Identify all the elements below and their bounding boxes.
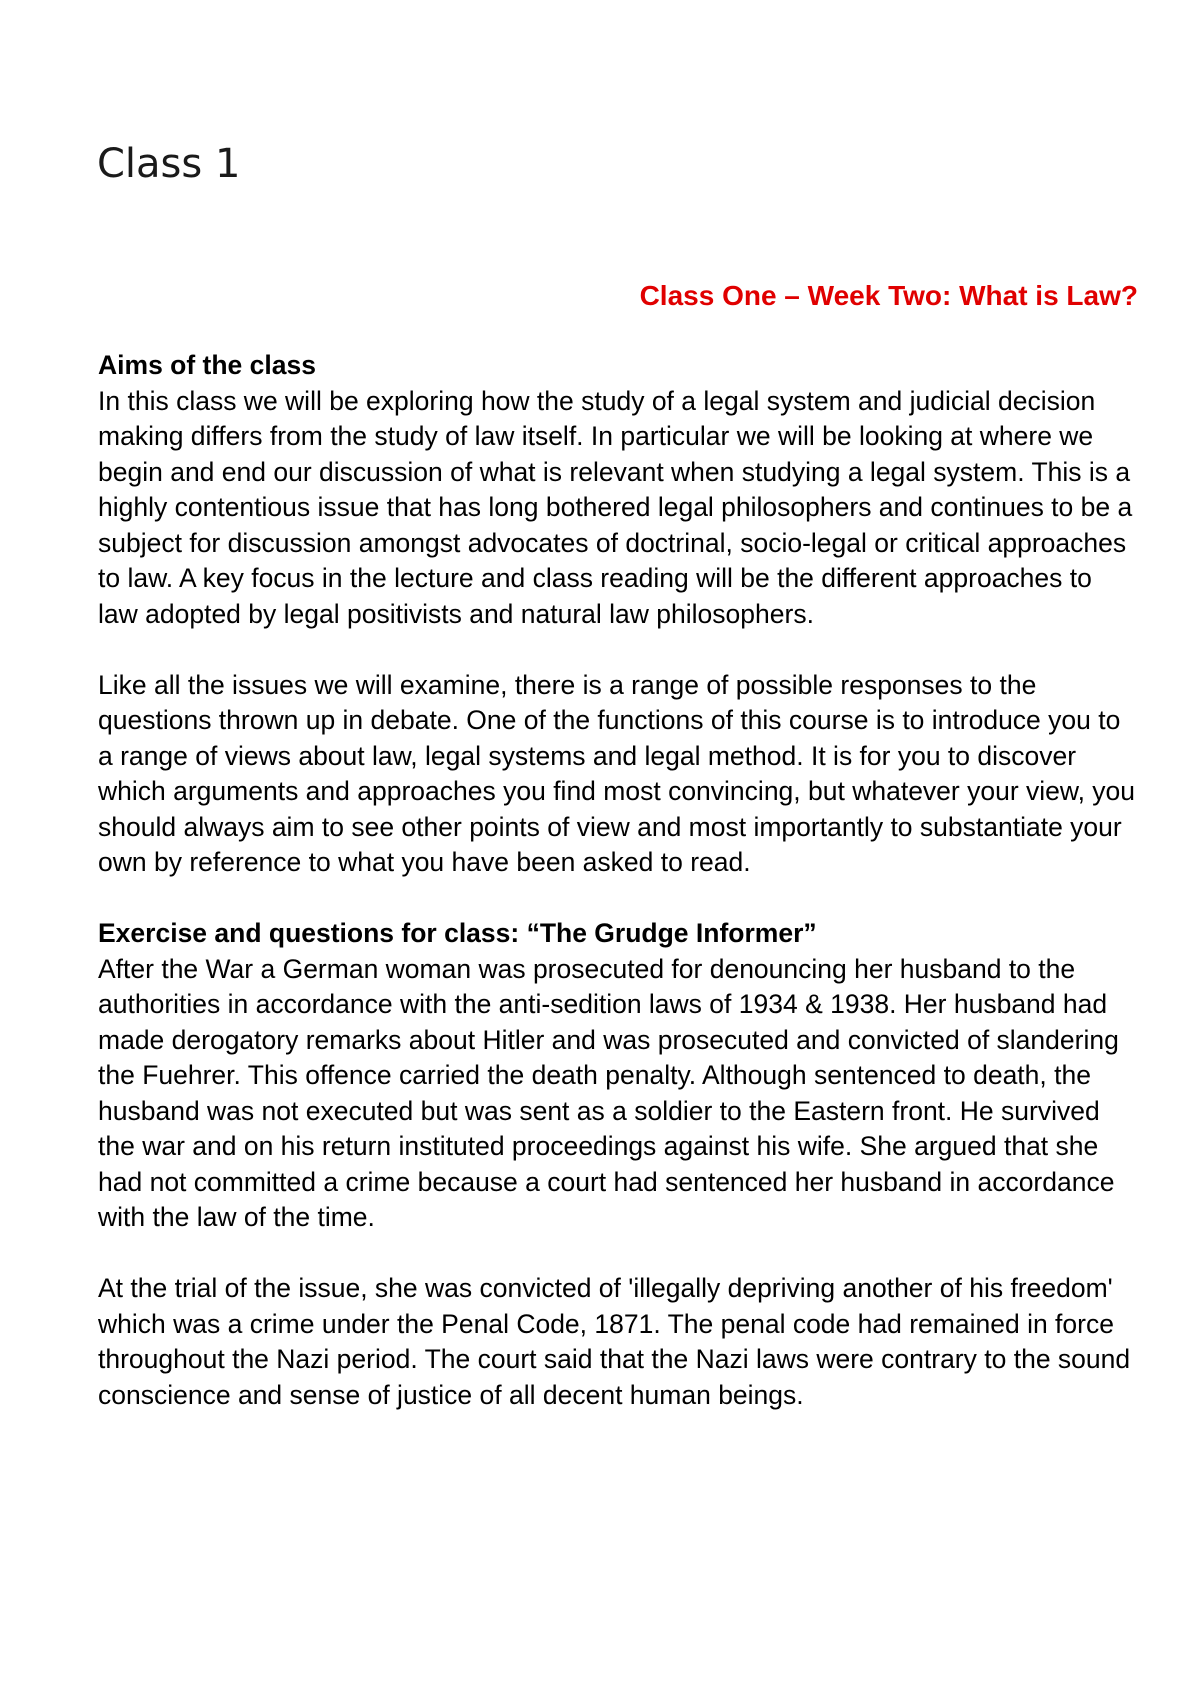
class-heading: Class One – Week Two: What is Law? xyxy=(639,280,1138,311)
exercise-heading: Exercise and questions for class: “The Grudge Informer” xyxy=(98,918,817,948)
aims-heading: Aims of the class xyxy=(98,350,316,380)
document-title: Class 1 xyxy=(97,141,241,187)
spacer xyxy=(98,881,1138,917)
spacer xyxy=(98,632,1138,668)
exercise-paragraph-1: After the War a German woman was prosecuted for denouncing her husband to the authorities in accordance with the anti-sedition laws of 1934 & 1938. Her husband had made derogatory remarks about Hitler and was prosecuted and convicted of slandering the Fuehrer. This offence carried the death penalty. Although sentenced to death, the husband was not executed but was sent as a soldier to the Eastern front. He survived the war and on his return instituted proceedings against his wife. She argued that she had not committed a crime because a court had sentenced her husband in accordance with the law of the time. xyxy=(98,953,1119,1232)
spacer xyxy=(98,318,1138,348)
document-body xyxy=(98,274,1138,1413)
spacer xyxy=(98,1236,1138,1272)
aims-paragraph-2: Like all the issues we will examine, there is a range of possible responses to the questions thrown up in debate. One of the functions of this course is to introduce you to a range of views about law, legal systems and legal method. It is for you to discover which arguments and approaches you find most convincing, but whatever your view, you should always aim to see other points of view and most importantly to substantiate your own by reference to what you have been asked to read. xyxy=(98,669,1136,877)
exercise-paragraph-2: At the trial of the issue, she was convicted of 'illegally depriving another of his freedom' which was a crime under the Penal Code, 1871. The penal code had remained in force throughout the Nazi period. The court said that the Nazi laws were contrary to the sound conscience and sense of justice of all decent human beings. xyxy=(98,1273,1131,1410)
aims-paragraph-1: In this class we will be exploring how the study of a legal system and judicial decision making differs from the study of law itself. In particular we will be looking at where we begin and end our discussion of what is relevant when studying a legal system. This is a highly contentious issue that has long bothered legal philosophers and continues to be a subject for discussion amongst advocates of doctrinal, socio-legal or critical approaches to law. A key focus in the lecture and class reading will be the different approaches to law adopted by legal positivists and natural law philosophers. xyxy=(98,385,1133,629)
